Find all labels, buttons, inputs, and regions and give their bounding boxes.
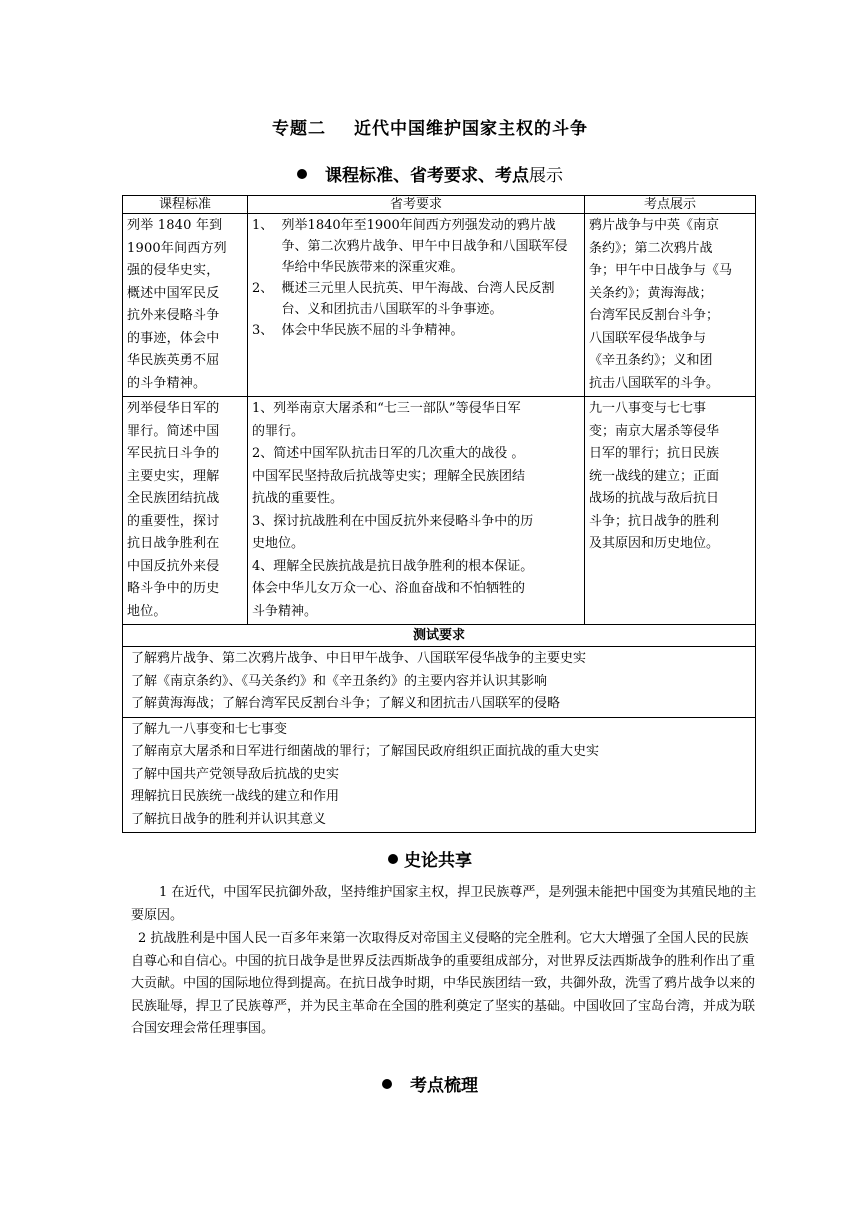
test-group-row [123,717,756,833]
standard-line: 强的侵华史实， [127,263,220,278]
point-line: 战场的抗战与敌后抗日 [589,491,720,506]
requirement-line: 史地位。 [252,536,305,551]
bullet-icon [382,1079,392,1089]
requirement-cell [248,397,585,625]
standard-line: 的重要性，探讨 [127,513,220,529]
standard-line: 抗外来侵略斗争 [127,308,220,323]
section-heading-standards: 课程标准、省考要求、考点展示 [0,161,860,186]
requirement-line: 1、列举南京大屠杀和“七三一部队”等侵华日军 [252,401,521,416]
test-header-row [123,625,756,647]
page-title [0,114,860,139]
standard-line: 的事迹，体会中 [127,330,220,346]
point-line: 统一战线的建立；正面 [589,468,720,484]
requirement-number: 3、 [252,323,282,338]
standard-line: 略斗争中的历史 [127,581,220,596]
test-requirement-line: 了解《南京条约》、《马关条约》和《辛丑条约》的主要内容并认识其影响 [131,673,548,689]
standard-line: 军民抗日斗争的 [127,446,220,461]
standard-line: 主要史实，理解 [127,468,220,484]
test-requirement-line: 了解南京大屠杀和日军进行细菌战的罪行；了解国民政府组织正面抗战的重大史实 [131,744,600,759]
requirement-number: 2、 [252,281,282,296]
point-line: 台湾军民反割台斗争； [589,308,720,323]
requirement-line: 中国军民坚持敌后抗战等史实；理解全民族团结 [252,468,526,484]
requirement-item [252,320,580,341]
point-line: 争；甲午中日战争与《马 [589,263,733,278]
table-row [123,397,756,625]
requirement-text: 列举1840年至1900年间西方列强发动的鸦片战争、第二次鸦片战争、甲午中日战争和八国联军侵华给中华民族带来的深重灾难。 [281,218,568,275]
point-line: 《辛丑条约》；义和团 [589,353,713,368]
test-group-2 [123,717,756,833]
standard-line: 的斗争精神。 [127,375,207,391]
requirement-line: 斗争精神。 [252,603,318,619]
requirement-line: 2、简述中国军队抗击日军的几次重大的战役 。 [252,446,525,461]
topic-number: 专题二 [272,119,326,139]
requirement-line: 的罪行。 [252,423,305,439]
standard-line: 华民族英勇不屈 [127,353,220,368]
standard-line: 列举 1840 年到 [127,218,223,233]
test-requirements-header: 测试要求 [123,625,756,647]
test-group-row [123,647,756,718]
test-requirement-line: 了解鸦片战争、第二次鸦片战争、中日甲午战争、八国联军侵华战争的主要史实 [131,651,587,666]
point-line: 变；南京大屠杀等侵华 [589,423,720,439]
standard-line: 概述中国军民反 [127,285,220,301]
requirement-line: 抗战的重要性。 [252,491,344,506]
standard-line: 全民族团结抗战 [127,491,220,506]
section-heading-shared-views: 史论共享 [0,846,860,871]
requirement-line: 体会中华儿女万众一心、浴血奋战和不怕牺牲的 [252,581,526,596]
table-row [123,214,756,397]
point-line: 条约》；第二次鸦片战 [589,240,713,256]
points-cell [585,397,756,625]
standard-line: 抗日战争胜利在 [127,536,220,551]
paragraph-2: 2 抗战胜利是中国人民一百多年来第一次取得反对帝国主义侵略的完全胜利。它大大增强了全国人民的民族自尊心和自信心。中国的抗日战争是世界反法西斯战争的重要组成部分，对世界反法西斯战争的胜利作出了重大贡献。中国的国际地位得到提高。在抗日战争时期，中华民族团结一致，共御外敌，洗雪了鸦片战争以来的民族耻辱，捍卫了民族尊严，并为民主革命在全国的胜利奠定了坚实的基础。中国收回了宝岛台湾，并成为联合国安理会常任理事国。 [131,931,756,1036]
point-line: 八国联军侵华战争与 [589,330,707,346]
header-requirement: 省考要求 [248,196,585,214]
requirement-text: 概述三元里人民抗英、甲午海战、台湾人民反割台、义和团抗击八国联军的斗争事迹。 [281,281,555,317]
requirement-item [252,215,580,278]
requirement-number: 1、 [252,218,282,233]
test-group-1 [123,647,756,718]
header-standard: 课程标准 [123,196,248,214]
section-heading-key-points: 考点梳理 [0,1071,860,1096]
requirement-text: 体会中华民族不屈的斗争精神。 [281,323,464,338]
point-line: 鸦片战争与中英《南京 [589,218,720,233]
test-requirement-line: 了解九一八事变和七七事变 [131,721,288,737]
requirement-cell [248,214,585,397]
point-line: 抗击八国联军的斗争。 [589,375,720,391]
requirement-line: 3、探讨抗战胜利在中国反抗外来侵略斗争中的历 [252,513,534,529]
standards-table [122,195,756,833]
requirement-line: 4、理解全民族抗战是抗日战争胜利的根本保证。 [252,558,534,574]
standard-line: 地位。 [127,603,167,619]
table-header-row [123,196,756,214]
test-requirement-line: 理解抗日民族统一战线的建立和作用 [131,789,340,804]
test-requirement-line: 了解中国共产党领导敌后抗战的史实 [131,766,340,782]
point-line: 关条约》；黄海海战； [589,285,713,301]
standard-line: 列举侵华日军的 [127,401,220,416]
test-requirement-line: 了解黄海海战；了解台湾军民反割台斗争；了解义和团抗击八国联军的侵略 [131,696,561,711]
standard-line: 1900年间西方列 [127,240,227,256]
bullet-icon [388,854,398,864]
standard-cell [123,397,248,625]
standard-cell [123,214,248,397]
point-line: 九一八事变与七七事 [589,401,707,416]
point-line: 及其原因和历史地位。 [589,536,720,551]
point-line: 斗争；抗日战争的胜利 [589,513,720,529]
topic-name: 近代中国维护国家主权的斗争 [354,119,588,139]
test-requirement-line: 了解抗日战争的胜利并认识其意义 [131,811,327,827]
points-cell [585,214,756,397]
paragraph-1: 1 在近代，中国军民抗御外敌，坚持维护国家主权，捍卫民族尊严，是列强未能把中国变为其殖民地的主要原因。 [131,885,757,923]
bullet-icon [297,169,307,179]
requirement-item [252,278,580,320]
standard-line: 中国反抗外来侵 [127,558,220,574]
header-points: 考点展示 [585,196,756,214]
standard-line: 罪行。简述中国 [127,423,220,439]
point-line: 日军的罪行；抗日民族 [589,446,720,461]
